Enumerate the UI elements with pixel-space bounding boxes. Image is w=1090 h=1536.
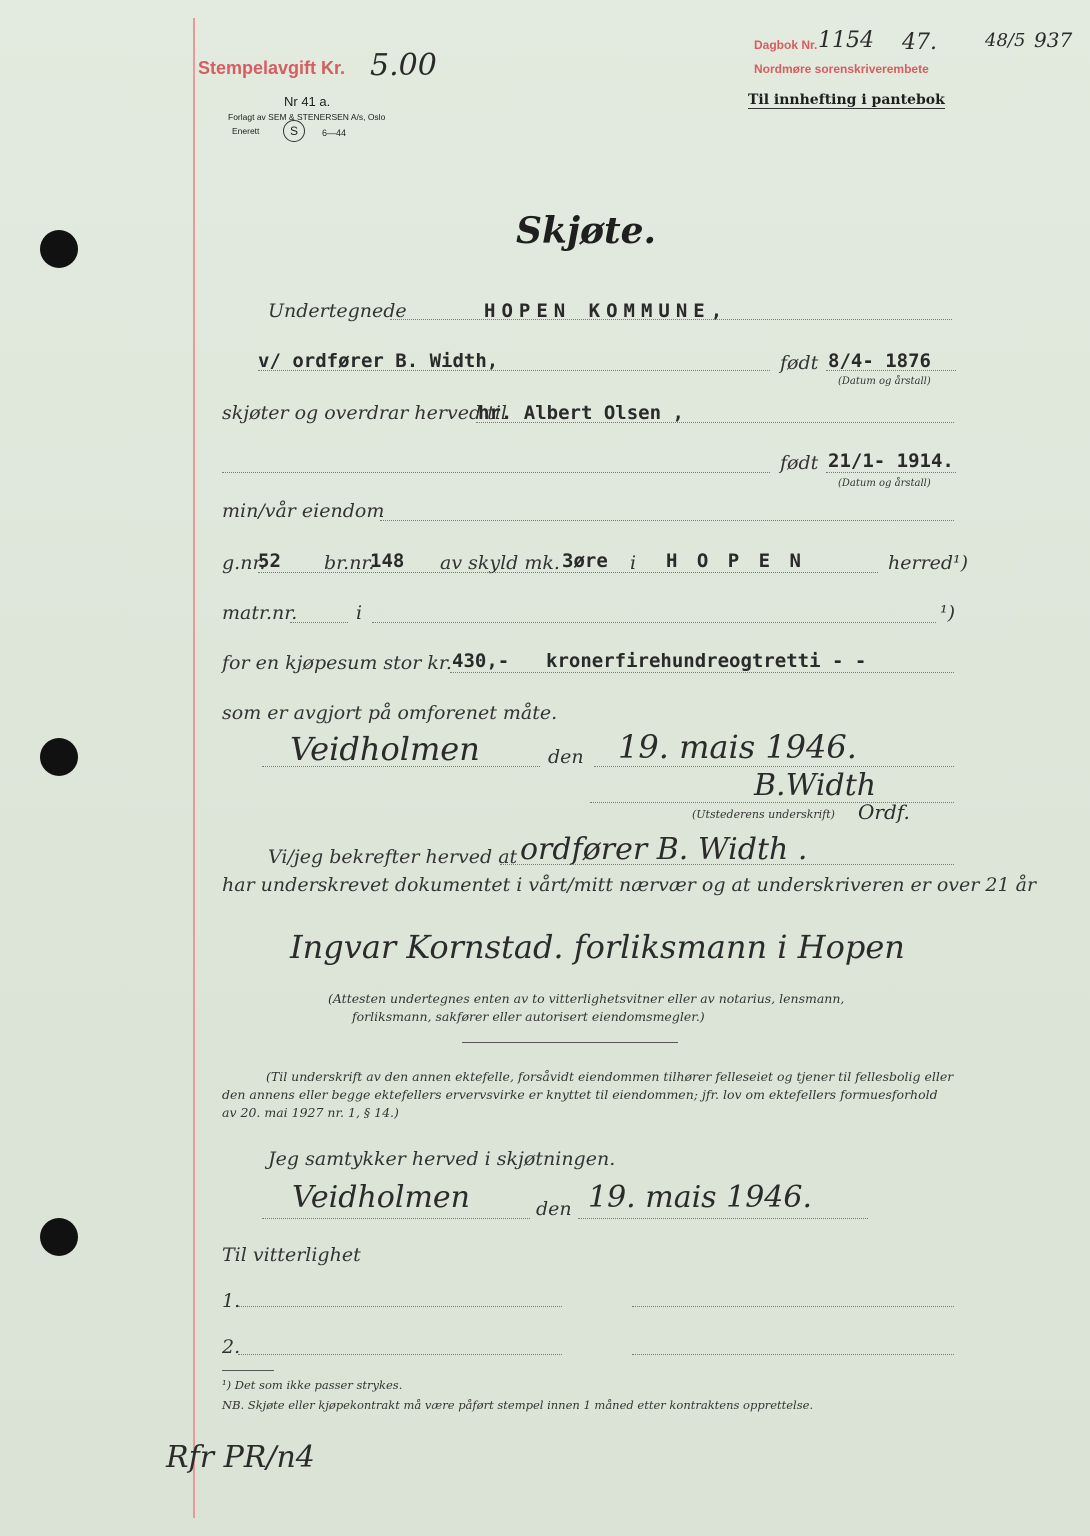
kjopesum-value: 430,-	[452, 650, 510, 672]
corner-note: 48/5	[985, 30, 1026, 51]
corner-page-number: 937	[1034, 28, 1073, 52]
buyer-extra-line	[222, 472, 770, 473]
brnr-value: 148	[370, 550, 405, 572]
herred-label: herred¹)	[888, 552, 969, 574]
matr-i-label: i	[356, 602, 363, 624]
signature-mark: Ordf.	[858, 800, 910, 824]
stempelavgift-label: Stempelavgift Kr.	[198, 58, 346, 78]
matr-line	[290, 622, 348, 623]
matr-suffix: ¹)	[940, 602, 956, 624]
buyer-line	[476, 422, 954, 423]
matr-label: matr.nr.	[222, 602, 298, 624]
witness-1-label: 1.	[222, 1290, 241, 1312]
dagbok-label: Dagbok Nr.	[754, 38, 818, 52]
buyer-name: hr. Albert Olsen ,	[478, 402, 684, 424]
form-publisher: Forlagt av SEM & STENERSEN A/s, Oslo	[228, 112, 386, 122]
publisher-logo: S	[283, 120, 305, 142]
form-rights: Enerett	[232, 126, 260, 136]
herred-i-label: i	[630, 552, 637, 574]
spouse-note-3: av 20. mai 1927 nr. 1, § 14.)	[222, 1105, 399, 1120]
witness-2-label: 2.	[222, 1336, 241, 1358]
handwritten-footer: Rfr PR/n4	[166, 1440, 315, 1475]
witness-1-line-b	[632, 1306, 954, 1307]
nb-note: NB. Skjøte eller kjøpekontrakt må være påført stempel innen 1 måned etter kontraktens opprettelse.	[222, 1398, 814, 1412]
dagbok-year: 47.	[902, 30, 937, 55]
margin-rule	[193, 18, 195, 1518]
consent-den-label: den	[536, 1198, 572, 1220]
stempelavgift-value: 5.00	[370, 48, 437, 83]
footnote-rule	[222, 1370, 274, 1371]
form-edition: 6—44	[322, 128, 347, 138]
skjoter-label: skjøter og overdrar herved til	[222, 402, 507, 424]
avgjort-text: som er avgjort på omforenet måte.	[222, 702, 558, 724]
consent-date: 19. mais 1946.	[588, 1180, 812, 1215]
witness-label: Til vitterlighet	[222, 1244, 361, 1266]
gnr-value: 52	[258, 550, 281, 572]
witness-2-line-a	[238, 1354, 562, 1355]
consent-text: Jeg samtykker herved i skjøtningen.	[268, 1148, 616, 1170]
signing-place: Veidholmen	[290, 730, 480, 768]
gnr-line	[258, 572, 878, 573]
skyld-value: 3øre	[562, 550, 608, 572]
signature-hint: (Utstederens underskrift)	[692, 808, 835, 821]
bekrefter-label: Vi/jeg bekrefter herved at	[268, 846, 518, 868]
attested-person: ordfører B. Width .	[520, 832, 808, 867]
kjopesum-line	[450, 672, 954, 673]
punch-hole-top	[40, 230, 78, 268]
eiendom-label: min/vår eiendom	[222, 500, 385, 522]
herred-value: H O P E N	[666, 550, 805, 572]
signing-den-label: den	[548, 746, 584, 768]
witness-2-line-b	[632, 1354, 954, 1355]
spouse-note-1: (Til underskrift av den annen ektefelle, forsåvidt eiendommen tilhører felleseiet og tjener til fellesbolig eller	[266, 1069, 954, 1084]
place-line	[262, 766, 540, 767]
buyer-fodt-label: født	[780, 452, 819, 474]
date-line	[594, 766, 954, 767]
punch-hole-middle	[40, 738, 78, 776]
witness-1-line-a	[238, 1306, 562, 1307]
spouse-note-2: den annens eller begge ektefellers ervervsvirke er knyttet til eiendommen; jfr. lov om ektefellers formuesforhold	[222, 1087, 938, 1102]
representative-line	[258, 370, 770, 371]
form-number: Nr 41 a.	[284, 94, 331, 109]
dagbok-value: 1154	[818, 28, 874, 53]
buyer-birth: 21/1- 1914.	[828, 450, 954, 472]
witness-signature: Ingvar Kornstad. forliksmann i Hopen	[290, 928, 905, 966]
skyld-label: av skyld mk.	[440, 552, 560, 574]
section-divider	[462, 1042, 678, 1043]
consent-place-line	[262, 1218, 530, 1219]
buyer-datum-hint: (Datum og årstall)	[838, 478, 931, 489]
document-title: Skjøte.	[516, 210, 657, 252]
seller-fodt-label: født	[780, 352, 819, 374]
punch-hole-bottom	[40, 1218, 78, 1256]
attested-line	[500, 864, 954, 865]
eiendom-line	[380, 520, 954, 521]
consent-date-line	[578, 1218, 868, 1219]
office-stamp: Nordmøre sorenskriverembete	[754, 62, 929, 76]
gnr-label: g.nr.	[222, 552, 266, 574]
seller-birth-line	[826, 370, 956, 371]
seller-datum-hint: (Datum og årstall)	[838, 376, 931, 387]
attest-hint-2: forliksmann, sakfører eller autorisert eiendomsmegler.)	[352, 1009, 705, 1024]
seller-signature: B.Width	[754, 768, 877, 803]
binding-note: Til innhefting i pantebok	[748, 92, 945, 108]
attest-text: har underskrevet dokumentet i vårt/mitt nærvær og at underskriveren er over 21 år	[222, 874, 1037, 896]
undertegnede-label: Undertegnede	[268, 300, 407, 322]
seller-name: HOPEN KOMMUNE,	[484, 300, 729, 322]
representative: v/ ordfører B. Width,	[258, 350, 499, 372]
consent-place: Veidholmen	[292, 1180, 470, 1215]
seller-birth: 8/4- 1876	[828, 350, 931, 372]
kjopesum-label: for en kjøpesum stor kr.	[222, 652, 452, 674]
matr-herred-line	[372, 622, 936, 623]
attest-hint-1: (Attesten undertegnes enten av to vitterlighetsvitner eller av notarius, lensmann,	[328, 991, 845, 1006]
footnote: ¹) Det som ikke passer strykes.	[222, 1378, 403, 1392]
signing-date: 19. mais 1946.	[618, 728, 857, 766]
kjopesum-words: kronerfirehundreogtretti - -	[546, 650, 867, 672]
buyer-birth-line	[826, 472, 956, 473]
brnr-label: br.nr.	[324, 552, 375, 574]
